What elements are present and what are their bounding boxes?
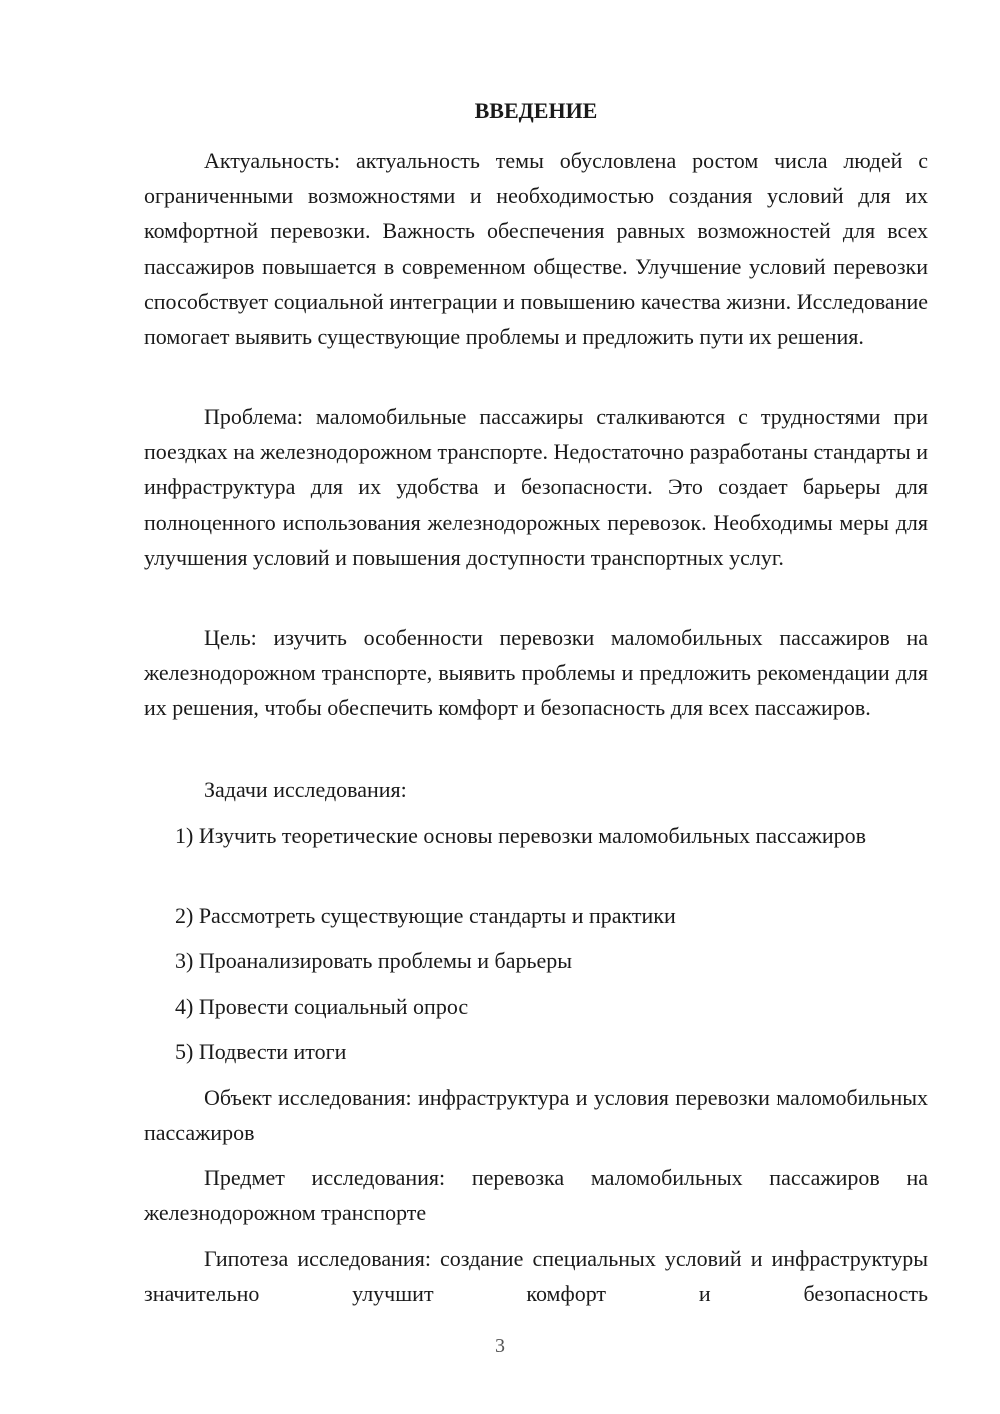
task-item-2: 2) Рассмотреть существующие стандарты и практики [175, 903, 676, 928]
paragraph-relevance: Актуальность: актуальность темы обусловлена ростом числа людей с ограниченными возможностями и необходимостью создания условий для их комфортной перевозки. Важность обеспечения равных возможностей для всех пассажиров повышается в современном обществе. Улучшение условий перевозки способствует социальной интеграции и повышению качества жизни. Исследование помогает выявить существующие проблемы и предложить пути их решения. [144, 148, 928, 350]
task-item-3: 3) Проанализировать проблемы и барьеры [175, 948, 573, 973]
task-item-5: 5) Подвести итоги [175, 1039, 347, 1064]
page-title: ВВЕДЕНИЕ [474, 98, 598, 123]
task-item-4: 4) Провести социальный опрос [175, 994, 469, 1019]
paragraph-goal: Цель: изучить особенности перевозки маломобильных пассажиров на железнодорожном транспорте, выявить проблемы и предложить рекомендации для их решения, чтобы обеспечить комфорт и безопасность для всех пассажиров. [144, 625, 928, 721]
page-number: 3 [495, 1335, 505, 1357]
paragraph-tasks-heading: Задачи исследования: [204, 777, 407, 802]
paragraph-object: Объект исследования: инфраструктура и условия перевозки маломобильных пассажиров [144, 1085, 928, 1146]
paragraph-hypothesis: Гипотеза исследования: создание специальных условий и инфраструктуры значительно улучшит комфорт и безопасность [144, 1246, 928, 1307]
paragraph-subject: Предмет исследования: перевозка маломобильных пассажиров на железнодорожном транспорте [144, 1165, 928, 1226]
paragraph-problem: Проблема: маломобильные пассажиры сталкиваются с трудностями при поездках на железнодорожном транспорте. Недостаточно разработаны стандарты и инфраструктура для их удобства и безопасности. Это создает барьеры для полноценного использования железнодорожных перевозок. Необходимы меры для улучшения условий и повышения доступности транспортных услуг. [144, 404, 928, 570]
task-item-1: 1) Изучить теоретические основы перевозки маломобильных пассажиров [175, 823, 866, 848]
